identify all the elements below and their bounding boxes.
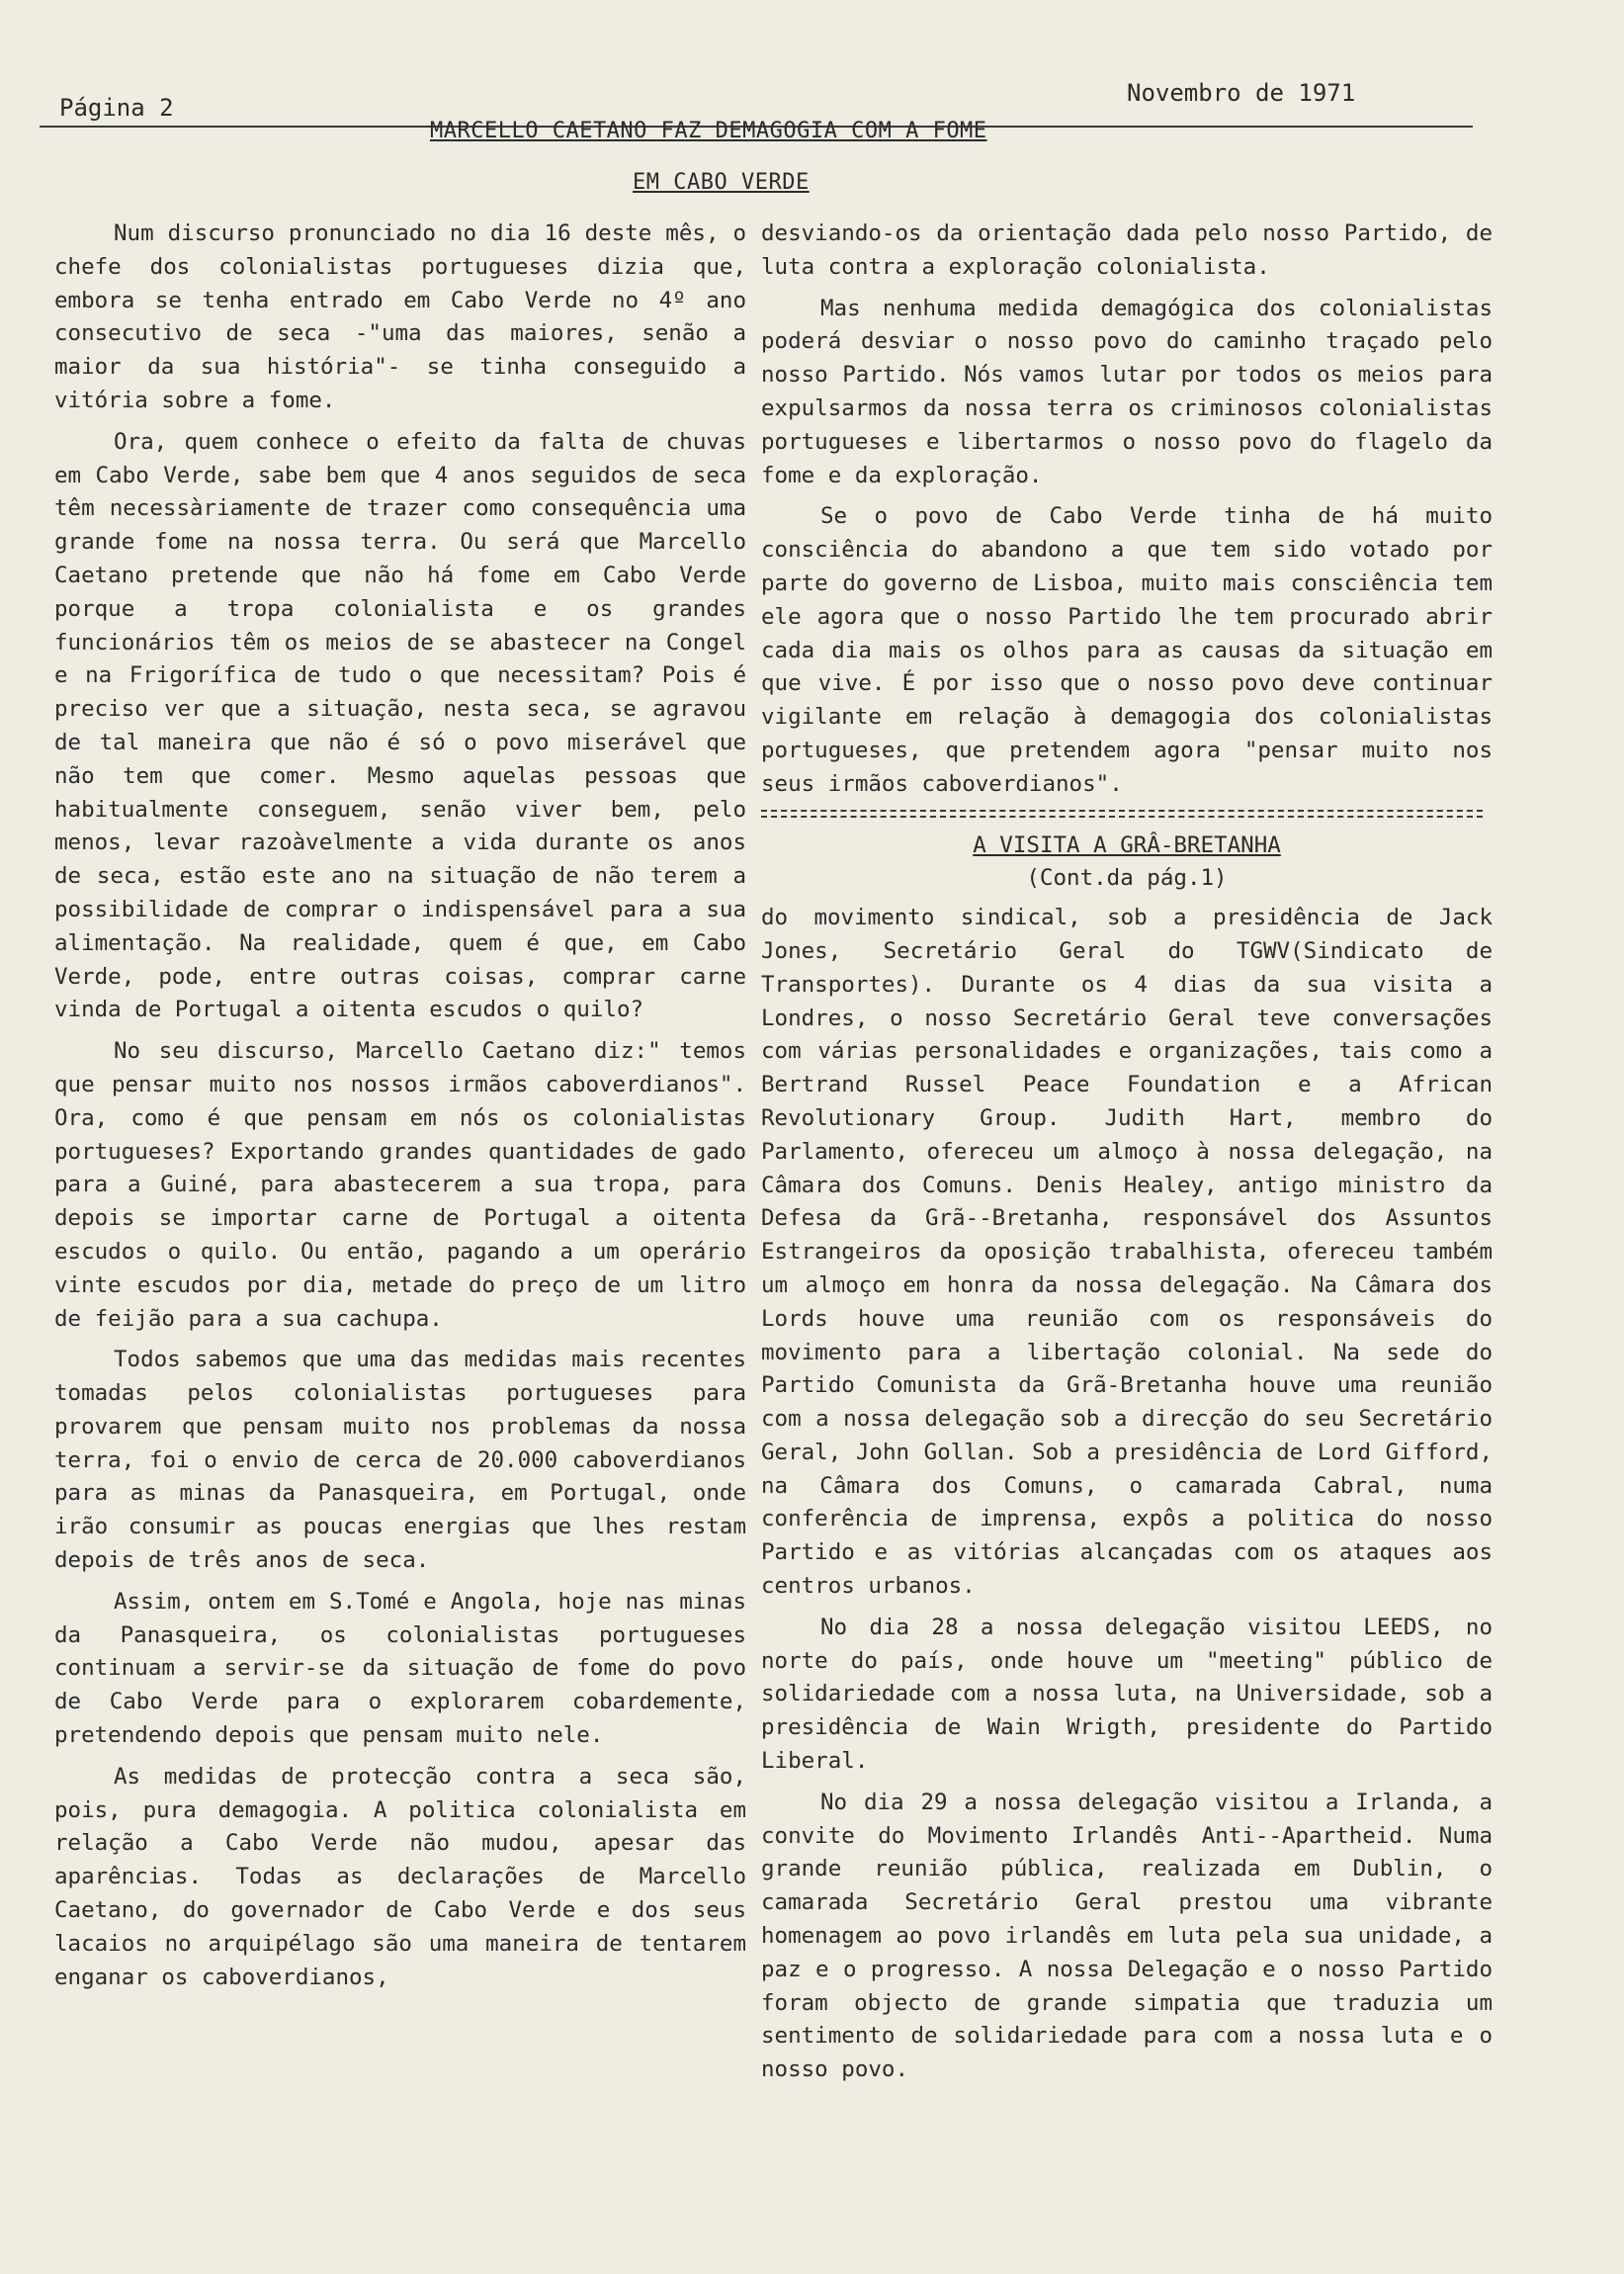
article2-title: A VISITA A GRÂ-BRETANHA bbox=[973, 831, 1281, 858]
article-title: MARCELLO CAETANO FAZ DEMAGOGIA COM A FOME bbox=[430, 119, 987, 143]
article-paragraph: Ora, quem conhece o efeito da falta de chuvas em Cabo Verde, sabe bem que 4 anos seguidos de seca têm necessàriamente de trazer como consequência uma grande fome na nossa terra. Ou será que Marcello Caetano pretende que não há fome em Cabo Verde porque a tropa colonialista e os grandes funcionários têm os meios de se abastecer na Congel e na Frigorífica de tudo o que necessitam? Pois é preciso ver que a situação, nesta seca, se agravou de tal maneira que não é só o povo miserável que não tem que comer. Mesmo aquelas pessoas que habitualmente conseguem, senão viver bem, pelo menos, levar razoàvelmente a vida durante os anos de seca, estão este ano na situação de não terem a possibilidade de comprar o indispensável para a sua alimentação. Na realidade, quem é que, em Cabo Verde, pode, entre outras coisas, comprar carne vinda de Portugal a oitenta escudos o quilo? bbox=[54, 428, 746, 1023]
article-title-line2: EM CABO VERDE bbox=[633, 170, 810, 195]
right-column bbox=[761, 218, 1493, 2095]
article-paragraph: Mas nenhuma medida demagógica dos colonialistas poderá desviar o nosso povo do caminho traçado pelo nosso Partido. Nós vamos lutar por todos os meios para expulsarmos da nossa terra os criminosos colonialistas portugueses e libertarmos o nosso povo do flagelo da fome e da exploração. bbox=[761, 295, 1493, 488]
article-paragraph: As medidas de protecção contra a seca são, pois, pura demagogia. A politica colonialista em relação a Cabo Verde não mudou, apesar das aparências. Todas as declarações de Marcello Caetano, do governador de Cabo Verde e dos seus lacaios no arquipélago são uma maneira de tentarem enganar os caboverdianos, bbox=[54, 1763, 746, 1990]
article2-paragraph: No dia 29 a nossa delegação visitou a Irlanda, a convite do Movimento Irlandês Anti--Apartheid. Numa grande reunião pública, realizada em Dublin, o camarada Secretário Geral prestou uma vibrante homenagem ao povo irlandês em luta pela sua unidade, a paz e o progresso. A nossa Delegação e o nosso Partido foram objecto de grande simpatia que traduzia um sentimento de solidariedade para com a nossa luta e o nosso povo. bbox=[761, 1789, 1493, 2083]
article2-continuation: (Cont.da pág.1) bbox=[1026, 865, 1228, 892]
section-separator bbox=[761, 810, 1483, 818]
article-paragraph: desviando-os da orientação dada pelo nosso Partido, de luta contra a exploração colonialista. bbox=[761, 220, 1493, 280]
left-column bbox=[54, 218, 746, 2002]
article-paragraph: Assim, ontem em S.Tomé e Angola, hoje nas minas da Panasqueira, os colonialistas portugueses continuam a servir-se da situação de fome do povo de Cabo Verde para o explorarem cobardemente, pretendendo depois que pensam muito nele. bbox=[54, 1588, 746, 1749]
article-paragraph: Num discurso pronunciado no dia 16 deste mês, o chefe dos colonialistas portugueses dizia que, embora se tenha entrado em Cabo Verde no 4º ano consecutivo de seca -"uma das maiores, senão a maior da sua história"- se tinha conseguido a vitória sobre a fome. bbox=[54, 220, 746, 413]
article-paragraph: Se o povo de Cabo Verde tinha de há muito consciência do abandono a que tem sido votado por parte do governo de Lisboa, muito mais consciência tem ele agora que o nosso Partido lhe tem procurado abrir cada dia mais os olhos para as causas da situação em que vive. É por isso que o nosso povo deve continuar vigilante em relação à demagogia dos colonialistas portugueses, que pretendem agora "pensar muito nos seus irmãos caboverdianos". bbox=[761, 503, 1493, 797]
article-paragraph: No seu discurso, Marcello Caetano diz:" temos que pensar muito nos nossos irmãos caboverdianos". Ora, como é que pensam em nós os colonialistas portugueses? Exportando grandes quantidades de gado para a Guiné, para abastecerem a sua tropa, para depois se importar carne de Portugal a oitenta escudos o quilo. Ou então, pagando a um operário vinte escudos por dia, metade do preço de um litro de feijão para a sua cachupa. bbox=[54, 1038, 746, 1332]
article2-paragraph: do movimento sindical, sob a presidência de Jack Jones, Secretário Geral do TGWV(Sindicato de Transportes). Durante os 4 dias da sua visita a Londres, o nosso Secretário Geral teve conversações com várias personalidades e organizações, tais como a Bertrand Russel Peace Foundation e a African Revolutionary Group. Judith Hart, membro do Parlamento, ofereceu um almoço à nossa delegação, na Câmara dos Comuns. Denis Healey, antigo ministro da Defesa da Grã--Bretanha, responsável dos Assuntos Estrangeiros da oposição trabalhista, ofereceu também um almoço em honra da nossa delegação. Na Câmara dos Lords houve uma reunião com os responsáveis do movimento para a libertação colonial. Na sede do Partido Comunista da Grã-Bretanha houve uma reunião com a nossa delegação sob a direcção do seu Secretário Geral, John Gollan. Sob a presidência de Lord Gifford, na Câmara dos Comuns, o camarada Cabral, numa conferência de imprensa, expôs a politica do nosso Partido e as vitórias alcançadas com os ataques aos centros urbanos. bbox=[761, 905, 1493, 1600]
article2-paragraph: No dia 28 a nossa delegação visitou LEEDS, no norte do país, onde houve um "meeting" público de solidariedade com a nossa luta, na Universidade, sob a presidência de Wain Wrigth, presidente do Partido Liberal. bbox=[761, 1614, 1493, 1775]
page-number: Página 2 bbox=[59, 94, 174, 122]
issue-date: Novembro de 1971 bbox=[1127, 79, 1356, 107]
article-paragraph: Todos sabemos que uma das medidas mais recentes tomadas pelos colonialistas portugueses para provarem que pensam muito nos problemas da nossa terra, foi o envio de cerca de 20.000 caboverdianos para as minas da Panasqueira, em Portugal, onde irão consumir as poucas energias que lhes restam depois de três anos de seca. bbox=[54, 1347, 746, 1574]
